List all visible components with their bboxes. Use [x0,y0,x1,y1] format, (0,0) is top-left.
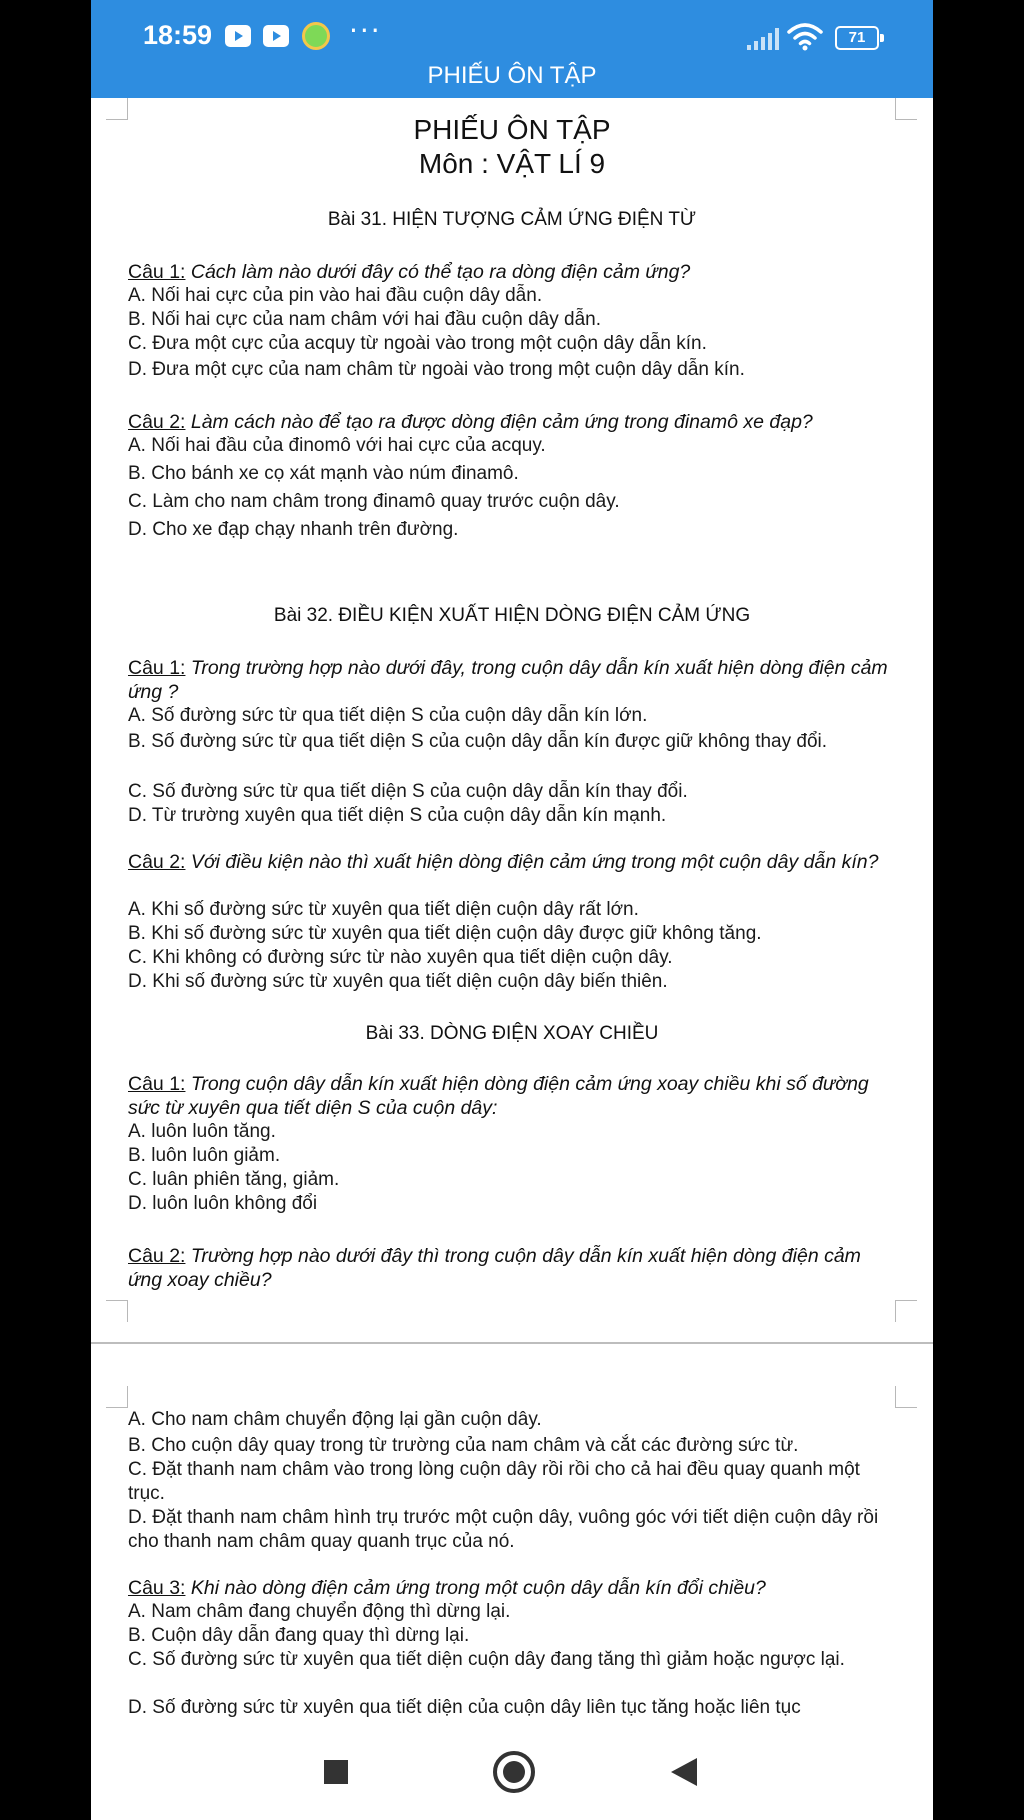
wifi-icon [787,22,823,52]
option: A. Nối hai cực của pin vào hai đầu cuộn dây dẫn. [128,285,543,306]
option: C. Đưa một cực của acquy từ ngoài vào trong một cuộn dây dẫn kín. [128,333,707,354]
option: A. Khi số đường sức từ xuyên qua tiết diện cuộn dây rất lớn. [128,899,639,920]
question-b32-1: Câu 1: Trong trường hợp nào dưới đây, trong cuộn dây dẫn kín xuất hiện dòng điện cảm ứng ? [128,657,888,703]
page-corner-mark [895,1300,917,1322]
page-corner-mark [106,1300,128,1322]
option: C. Số đường sức từ qua tiết diện S của cuộn dây dẫn kín thay đổi. [128,781,688,802]
question-b33-2: Câu 2: Trường hợp nào dưới đây thì trong cuộn dây dẫn kín xuất hiện dòng điện cảm ứng xoay chiều? [128,1245,861,1291]
document-subtitle: Môn : VẬT LÍ 9 [418,148,606,179]
option: B. Số đường sức từ qua tiết diện S của cuộn dây dẫn kín được giữ không thay đổi. [128,731,828,752]
more-dots-icon: ··· [349,14,382,47]
option: D. Cho xe đạp chạy nhanh trên đường. [128,519,459,540]
option: B. Nối hai cực của nam châm với hai đầu cuộn dây dẫn. [128,309,601,330]
option: B. Cuộn dây dẫn đang quay thì dừng lại. [128,1625,470,1646]
page-corner-mark [895,1386,917,1408]
back-button[interactable] [671,1758,697,1786]
app-bar-title: PHIẾU ÔN TẬP [91,56,933,98]
home-button[interactable] [493,1751,535,1793]
signal-icon [745,28,779,50]
option: D. Khi số đường sức từ xuyên qua tiết diện cuộn dây biến thiên. [128,971,668,992]
option: D. Từ trường xuyên qua tiết diện S của cuộn dây dẫn kín mạnh. [128,805,667,826]
option: C. Đặt thanh nam châm vào trong lòng cuộn dây rồi rồi cho cả hai đều quay quanh một trục. [128,1459,860,1504]
option: B. Cho cuộn dây quay trong từ trường của nam châm và cắt các đường sức từ. [128,1435,799,1456]
app-icon [302,22,330,50]
phone-screen [91,0,933,1820]
option: A. Số đường sức từ qua tiết diện S của cuộn dây dẫn kín lớn. [128,705,648,726]
option: D. Đặt thanh nam châm hình trụ trước một cuộn dây, vuông góc với tiết diện cuộn dây rồi cho thanh nam châm quay quanh trục của nó. [128,1507,879,1552]
question-b32-2: Câu 2: Với điều kiện nào thì xuất hiện dòng điện cảm ứng trong một cuộn dây dẫn kín? [128,851,879,873]
question-b33-3: Câu 3: Khi nào dòng điện cảm ứng trong một cuộn dây dẫn kín đổi chiều? [128,1577,766,1599]
option: A. luôn luôn tăng. [128,1121,276,1142]
option: B. luôn luôn giảm. [128,1145,281,1166]
question-b31-1: Câu 1: Cách làm nào dưới đây có thể tạo ra dòng điện cảm ứng? [128,261,691,283]
document-page-1[interactable] [91,98,933,1342]
recents-button[interactable] [324,1760,348,1784]
option: D. Đưa một cực của nam châm từ ngoài vào trong một cuộn dây dẫn kín. [128,359,745,380]
option: D. Số đường sức từ xuyên qua tiết diện của cuộn dây liên tục tăng hoặc liên tục [128,1697,801,1718]
lesson-title-32: Bài 32. ĐIỀU KIỆN XUẤT HIỆN DÒNG ĐIỆN CẢM ỨNG [273,605,751,626]
question-b33-1: Câu 1: Trong cuộn dây dẫn kín xuất hiện dòng điện cảm ứng xoay chiều khi số đường sức từ xuyên qua tiết diện S của cuộn dây: [128,1073,869,1119]
option: B. Khi số đường sức từ xuyên qua tiết diện cuộn dây được giữ không tăng. [128,923,762,944]
youtube-icon [263,25,289,47]
navigation-bar [91,1720,933,1820]
lesson-title-31: Bài 31. HIỆN TƯỢNG CẢM ỨNG ĐIỆN TỪ [327,209,697,230]
option: A. Nối hai đầu của đinomô với hai cực của acquy. [128,435,546,456]
document-title: PHIẾU ÔN TẬP [413,114,611,145]
page-corner-mark [106,1386,128,1408]
youtube-icon [225,25,251,47]
option: C. luân phiên tăng, giảm. [128,1169,340,1190]
option: C. Làm cho nam châm trong đinamô quay trước cuộn dây. [128,491,620,512]
lesson-title-33: Bài 33. DÒNG ĐIỆN XOAY CHIỀU [365,1023,659,1044]
battery-icon: 71 [835,26,879,50]
option: C. Số đường sức từ xuyên qua tiết diện cuộn dây đang tăng thì giảm hoặc ngược lại. [128,1649,845,1670]
option: C. Khi không có đường sức từ nào xuyên qua tiết diện cuộn dây. [128,947,673,968]
option: B. Cho bánh xe cọ xát mạnh vào núm đinamô. [128,463,519,484]
option: A. Nam châm đang chuyển động thì dừng lại. [128,1601,511,1622]
document-page-2[interactable] [91,1344,933,1720]
option: D. luôn luôn không đổi [128,1193,318,1214]
status-time: 18:59 [143,20,213,50]
question-b31-2: Câu 2: Làm cách nào để tạo ra được dòng điện cảm ứng trong đinamô xe đạp? [128,411,813,433]
option: A. Cho nam châm chuyển động lại gần cuộn dây. [128,1409,542,1430]
